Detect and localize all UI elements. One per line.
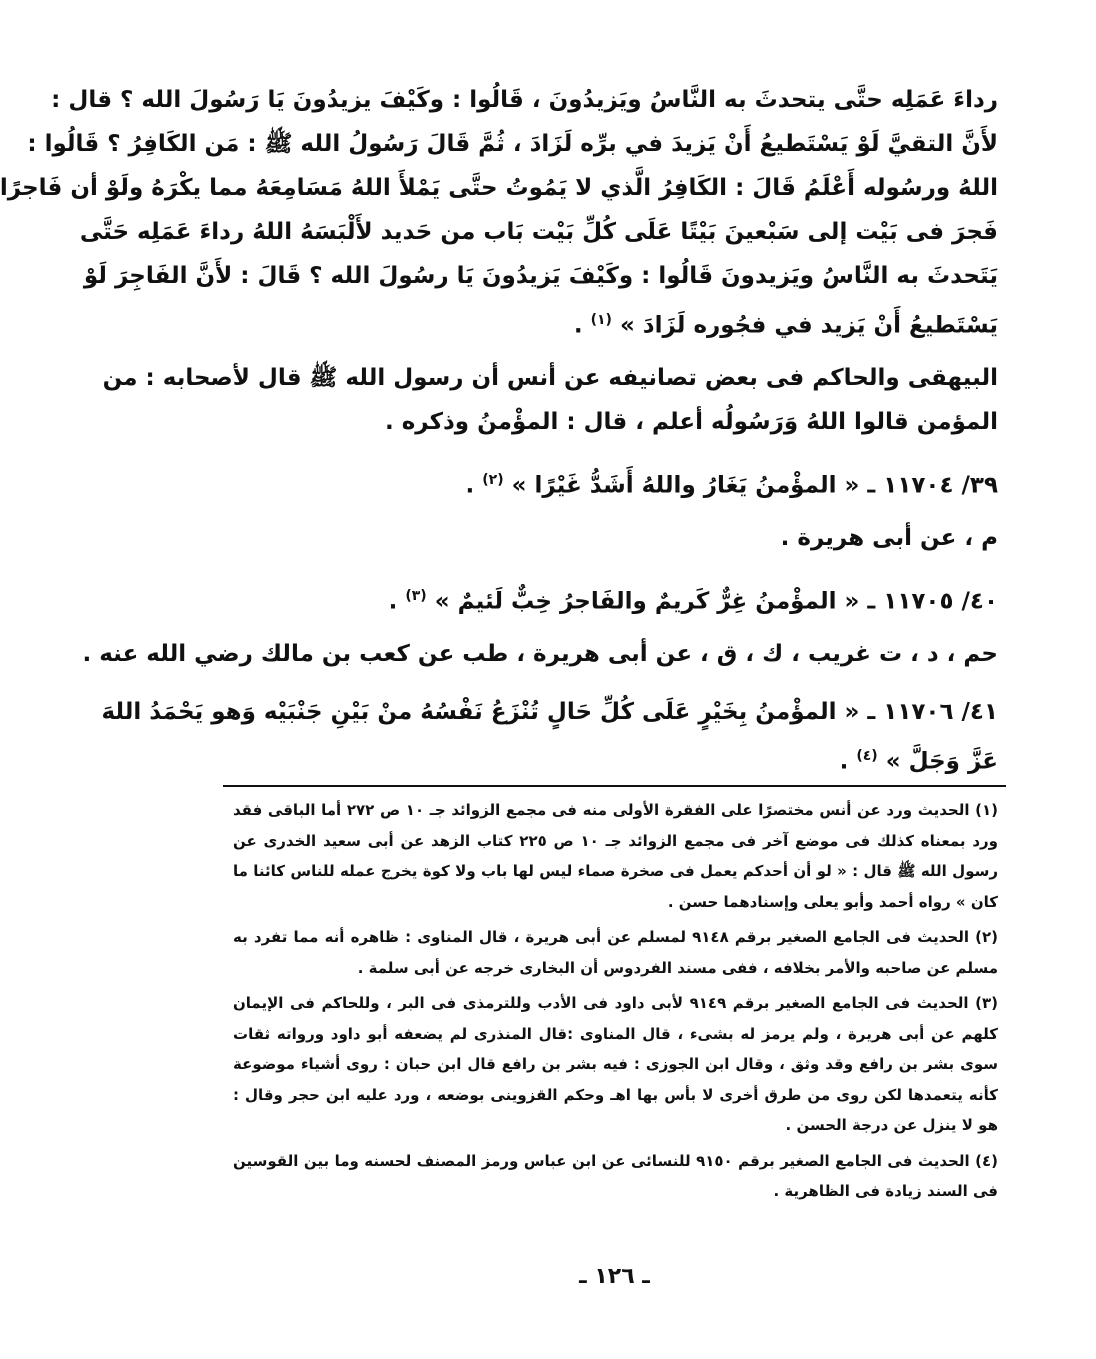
- footnote-ref: (٣): [405, 588, 427, 604]
- text-line: [233, 734, 998, 778]
- line-text: ٣٩/ ١١٧٠٤ ـ « المؤْمنُ يَغَارُ واللهُ أَشَدُّ غَيْرًا »: [511, 472, 998, 499]
- footnote: (٤) الحديث فى الجامع الصغير برقم ٩١٥٠ للنسائى عن ابن عباس ورمز المصنف لحسنه وما بين القوسين فى السند زيادة فى الظاهرية .: [233, 1151, 998, 1200]
- footnote: (٣) الحديث فى الجامع الصغير برقم ٩١٤٩ لأبى داود فى الأدب وللترمذى فى البر ، وللحاكم فى الإيمان كلهم عن أبى هريرة ، ولم يرمز له بشىء ، قال المناوى :قال المنذرى لم يضعفه أبو داود ورواته ثقات سوى بشر بن رافع وقد وثق ، وقال ابن الجوزى : فيه بشر بن رافع قال ابن حبان : روى أشياء موضوعة كأنه يتعمدها لكن روى من طرق أخرى لا بأس بها اهـ وحكم القزوينى بوضعه ، ورد عليه ابن حجر وقال : هو لا ينزل عن درجة الحسن .: [233, 994, 998, 1134]
- text-line: رداءَ عَمَلِه حتَّى يتحدثَ به النَّاسُ ويَزيدُونَ ، قَالُوا : وكَيْفَ يزيدُونَ يَا رَسُولَ الله ؟ قال :: [51, 87, 998, 113]
- hadith-line: ٤١/ ١١٧٠٦ ـ « المؤْمنُ بِخَيْرٍ عَلَى كُلِّ حَالٍ تُنْزَعُ نَفْسُهُ منْ بَيْنِ جَنْبَيْه وَهو يَحْمَدُ اللهَ: [101, 699, 998, 725]
- main-text: [0, 78, 998, 778]
- line-text: ٤٠/ ١١٧٠٥ ـ « المؤْمنُ غِرٌّ كَريمٌ والفَاجرُ خِبٌّ لَئيمٌ »: [434, 588, 998, 615]
- footnote-ref: (٢): [482, 472, 504, 488]
- source-line: حم ، د ، ت غريب ، ك ، ق ، عن أبى هريرة ، طب عن كعب بن مالك رضي الله عنه .: [82, 641, 998, 667]
- text-line: البيهقى والحاكم فى بعض تصانيفه عن أنس أن رسول الله ﷺ قال لأصحابه : من: [102, 365, 998, 391]
- footnote-ref: (٤): [856, 748, 878, 764]
- punct: .: [573, 312, 591, 339]
- line-text: عَزَّ وَجَلَّ »: [885, 748, 998, 775]
- punct: .: [839, 748, 857, 775]
- text-line: يَتَحدثَ به النَّاسُ ويَزيدونَ قَالُوا : وكَيْفَ يَزيدُونَ يَا رسُولَ الله ؟ قَالَ : لأَنَّ الفَاجِرَ لَوْ: [83, 263, 998, 289]
- footnote-divider: [223, 785, 1006, 787]
- hadith-line: [233, 458, 998, 502]
- line-text: يَسْتَطيعُ أَنْ يَزيد في فجُوره لَزَادَ »: [619, 312, 998, 339]
- text-line: [233, 298, 998, 342]
- footnote: (٢) الحديث فى الجامع الصغير برقم ٩١٤٨ لمسلم عن أبى هريرة ، قال المناوى : ظاهره أنه مما تفرد به مسلم عن صاحبه والأمر بخلافه ، ففى مسند الفردوس أن البخارى خرجه عن أبى سلمة .: [233, 928, 998, 977]
- text-line: فَجرَ فى بَيْت إلى سَبْعينَ بَيْتًا عَلَى كُلِّ بَيْت بَاب من حَديد لأَلْبَسَهُ اللهُ رداءَ عَمَلِه حَتَّى: [79, 219, 998, 245]
- text-line: اللهُ ورسُوله أَعْلَمُ قَالَ : الكَافِرُ الَّذي لا يَمُوتُ حتَّى يَمْلأَ اللهُ مَسَامِعَهُ مما يكْرَهُ ولَوْ أن فَاجرًا: [0, 175, 998, 201]
- text-line: المؤمن قالوا اللهُ وَرَسُولُه أعلم ، قال : المؤْمنُ وذكره .: [384, 409, 998, 435]
- hadith-line: [233, 574, 998, 618]
- footnotes: [233, 795, 998, 1212]
- punct: .: [465, 472, 483, 499]
- source-line: م ، عن أبى هريرة .: [780, 525, 998, 551]
- footnote: (١) الحديث ورد عن أنس مختصرًا على الفقرة الأولى منه فى مجمع الزوائد جـ ١٠ ص ٢٧٢ أما الباقى فقد ورد بمعناه كذلك فى موضع آخر فى مجمع الزوائد جـ ١٠ ص ٢٢٥ كتاب الزهد عن أبى سعيد الخدرى عن رسول الله ﷺ قال : « لو أن أحدكم يعمل فى صخرة صماء ليس لها باب ولا كوة يخرج عمله للناس كائنا ما كان » رواه أحمد وأبو يعلى وإسنادهما حسن .: [233, 801, 998, 911]
- footnote-ref: (١): [590, 312, 612, 328]
- punct: .: [388, 588, 406, 615]
- page-number: ـ ١٢٦ ـ: [579, 1264, 650, 1289]
- text-line: لأَنَّ التقيَّ لَوْ يَسْتَطيعُ أَنْ يَزيدَ في برِّه لَزَادَ ، ثُمَّ قَالَ رَسُولُ الله ﷺ : مَن الكَافِرُ ؟ قَالُوا :: [27, 131, 998, 157]
